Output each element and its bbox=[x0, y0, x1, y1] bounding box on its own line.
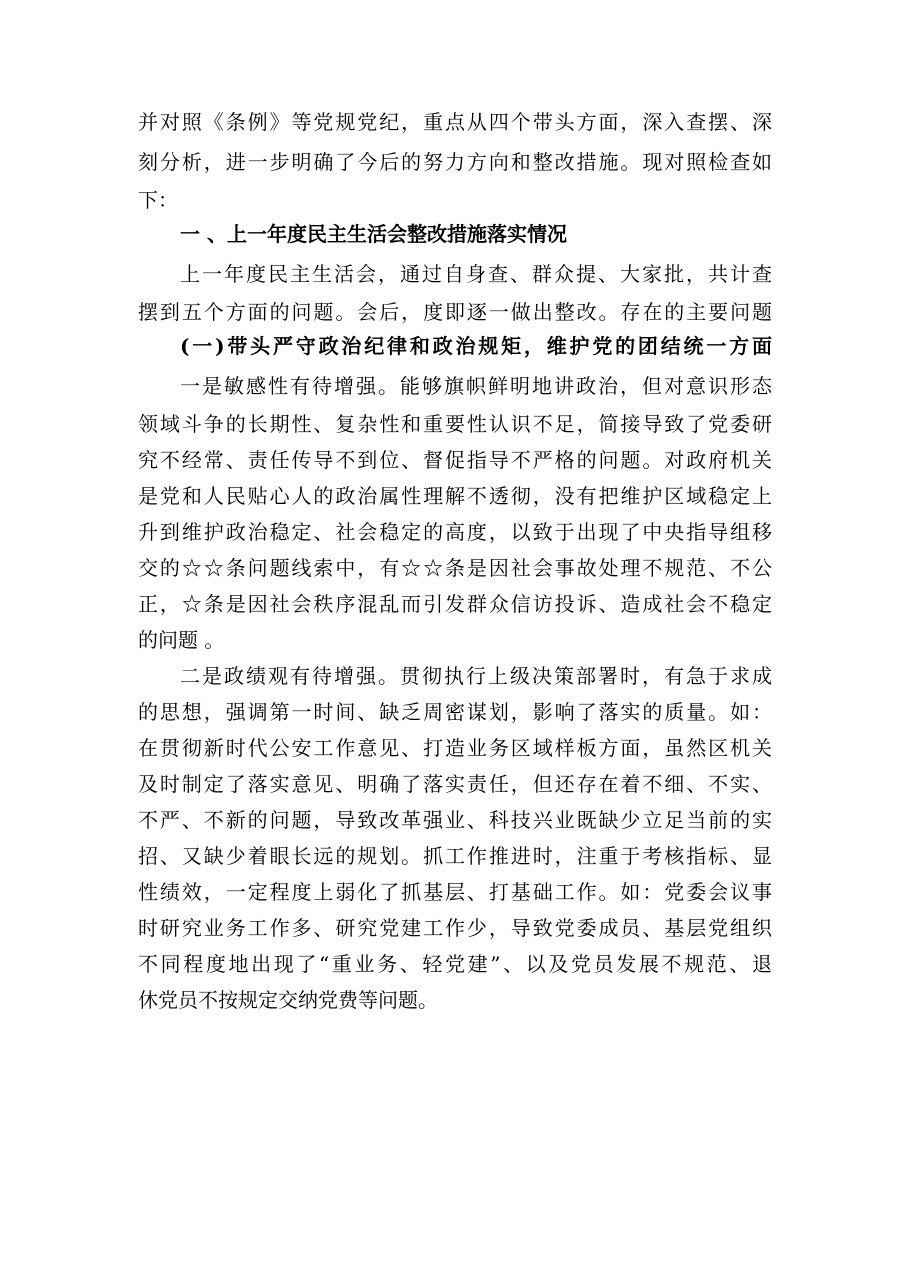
para2-line-7: 性绩效，一定程度上弱化了抓基层、打基础工作。如：党委会议事 bbox=[138, 880, 772, 904]
para1-line-5: 升到维护政治稳定、社会稳定的高度，以致于出现了中央指导组移 bbox=[138, 520, 772, 544]
para1-line-8: 的问题 。 bbox=[138, 628, 225, 652]
para2-line-9: 不同程度地出现了“重业务、轻党建”、以及党员发展不规范、退 bbox=[138, 952, 772, 976]
para2-line-8: 时研究业务工作多、研究党建工作少，导致党委成员、基层党组织 bbox=[138, 916, 772, 940]
para1-line-7: 正，☆条是因社会秩序混乱而引发群众信访投诉、造成社会不稳定 bbox=[138, 592, 772, 616]
para1-line-4: 是党和人民贴心人的政治属性理解不透彻，没有把维护区域稳定上 bbox=[138, 484, 772, 508]
intro-line-3: 下： bbox=[138, 188, 178, 212]
intro-line-2: 刻分析，进一步明确了今后的努力方向和整改措施。现对照检查如 bbox=[138, 150, 772, 174]
para2-line-10: 休党员不按规定交纳党费等问题。 bbox=[138, 988, 438, 1012]
para1-line-2: 领域斗争的长期性、复杂性和重要性认识不足，简接导致了党委研 bbox=[138, 412, 772, 436]
para2-line-5: 不严、不新的问题，导致改革强业、科技兴业既缺少立足当前的实 bbox=[138, 808, 772, 832]
para1-line-3: 究不经常、责任传导不到位、督促指导不严格的问题。对政府机关 bbox=[138, 448, 772, 472]
section1-line-1: 上一年度民主生活会，通过自身查、群众提、大家批，共计查 bbox=[180, 262, 772, 286]
para1-line-1: 一是敏感性有待增强。能够旗帜鲜明地讲政治，但对意识形态 bbox=[180, 374, 772, 398]
section-heading: 一 、上一年度民主生活会整改措施落实情况 bbox=[180, 222, 567, 246]
para2-line-1: 二是政绩观有待增强。贯彻执行上级决策部署时，有急于求成 bbox=[180, 664, 772, 688]
intro-line-1: 并对照《条例》等党规党纪，重点从四个带头方面，深入查摆、深 bbox=[138, 110, 772, 134]
para2-line-3: 在贯彻新时代公安工作意见、打造业务区域样板方面，虽然区机关 bbox=[138, 736, 772, 760]
section1-line-2: 摆到五个方面的问题。会后，度即逐一做出整改。存在的主要问题 bbox=[138, 300, 772, 324]
para2-line-2: 的思想，强调第一时间、缺乏周密谋划，影响了落实的质量。如： bbox=[138, 700, 772, 724]
subsection-heading: (一)带头严守政治纪律和政治规矩，维护党的团结统一方面 bbox=[180, 334, 772, 358]
para1-line-6: 交的☆☆条问题线索中，有☆☆条是因社会事故处理不规范、不公 bbox=[138, 556, 772, 580]
para2-line-4: 及时制定了落实意见、明确了落实责任，但还存在着不细、不实、 bbox=[138, 772, 772, 796]
para2-line-6: 招、又缺少着眼长远的规划。抓工作推进时，注重于考核指标、显 bbox=[138, 844, 772, 868]
